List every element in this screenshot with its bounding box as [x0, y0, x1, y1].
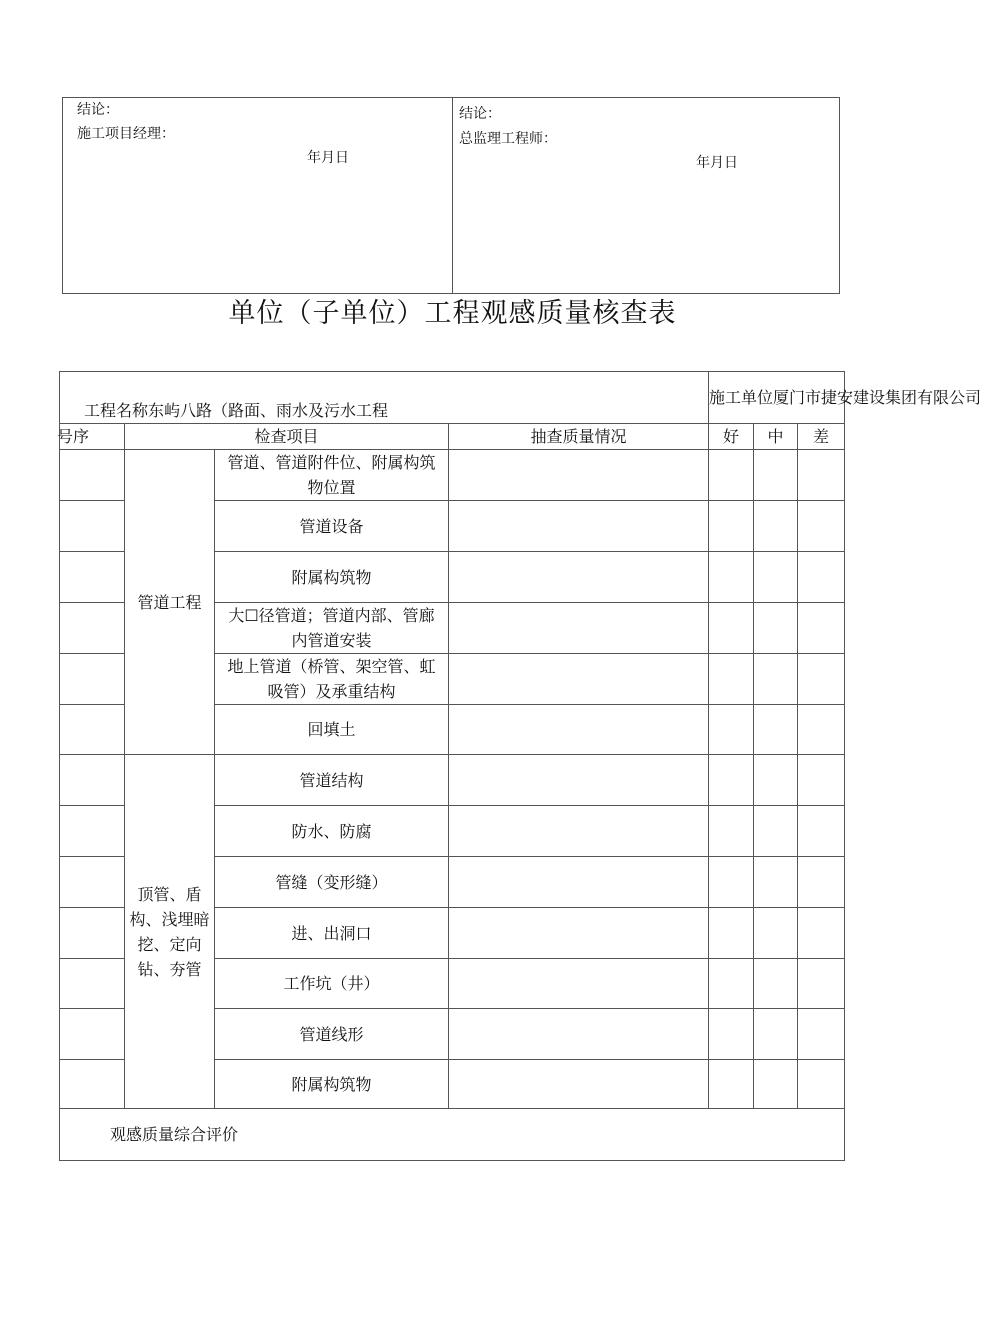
check-item: 附属构筑物: [215, 1060, 449, 1109]
poor-cell: [798, 806, 845, 857]
table-row: [60, 450, 845, 501]
medium-cell: [754, 501, 798, 552]
seq-cell: [60, 1009, 125, 1060]
poor-cell: [798, 603, 845, 654]
left-conclusion-label: 结论：: [77, 102, 119, 118]
seq-cell: [60, 857, 125, 908]
seq-cell: [60, 806, 125, 857]
good-cell: [709, 908, 754, 959]
sampling-cell: [449, 1060, 709, 1109]
poor-cell: [798, 1009, 845, 1060]
inspection-table: [57, 371, 981, 1161]
right-date-label: 年月日: [696, 155, 738, 171]
seq-cell: [60, 501, 125, 552]
poor-cell: [798, 552, 845, 603]
poor-cell: [798, 654, 845, 705]
category-trenchless: 顶管、盾构、浅埋暗挖、定向钻、夯管: [125, 755, 215, 1109]
sampling-cell: [449, 1009, 709, 1060]
good-cell: [709, 1060, 754, 1109]
check-item: 附属构筑物: [215, 552, 449, 603]
medium-cell: [754, 806, 798, 857]
sampling-cell: [449, 603, 709, 654]
check-item: 进、出洞口: [215, 908, 449, 959]
good-cell: [709, 654, 754, 705]
good-cell: [709, 755, 754, 806]
seq-cell: [60, 1060, 125, 1109]
check-item: 大☐径管道；管道内部、管廊内管道安装: [215, 603, 449, 654]
sampling-cell: [449, 705, 709, 755]
seq-cell: [60, 450, 125, 501]
poor-cell: [798, 705, 845, 755]
good-cell: [709, 501, 754, 552]
medium-cell: [754, 1009, 798, 1060]
seq-cell: [60, 603, 125, 654]
medium-cell: [754, 450, 798, 501]
medium-cell: [754, 755, 798, 806]
check-item: 地上管道（桥管、架空管、虹吸管）及承重结构: [215, 654, 449, 705]
medium-cell: [754, 1060, 798, 1109]
sampling-cell: [449, 908, 709, 959]
good-header: 好: [709, 424, 754, 450]
good-cell: [709, 1009, 754, 1060]
sampling-cell: [449, 552, 709, 603]
seq-header-label: 号序: [57, 427, 90, 446]
medium-cell: [754, 603, 798, 654]
table-row: [60, 755, 845, 806]
medium-cell: [754, 857, 798, 908]
construction-company: 施工单位厦门市捷安建设集团有限公司: [709, 372, 845, 424]
poor-cell: [798, 908, 845, 959]
check-item: 管缝（变形缝）: [215, 857, 449, 908]
medium-header: 中: [754, 424, 798, 450]
check-item: 管道结构: [215, 755, 449, 806]
sampling-cell: [449, 654, 709, 705]
poor-cell: [798, 450, 845, 501]
page-title: 单位（子单位）工程观感质量核查表: [228, 298, 677, 329]
medium-cell: [754, 959, 798, 1009]
sampling-cell: [449, 450, 709, 501]
poor-cell: [798, 857, 845, 908]
poor-cell: [798, 501, 845, 552]
right-signer-label: 总监理工程师：: [459, 131, 557, 147]
check-item: 管道线形: [215, 1009, 449, 1060]
check-item: 回填土: [215, 705, 449, 755]
good-cell: [709, 450, 754, 501]
category-pipeline: 管道工程: [125, 450, 215, 755]
sampling-cell: [449, 857, 709, 908]
good-cell: [709, 603, 754, 654]
poor-header: 差: [798, 424, 845, 450]
medium-cell: [754, 552, 798, 603]
check-item: 管道设备: [215, 501, 449, 552]
right-conclusion-label: 结论：: [459, 106, 501, 122]
sampling-cell: [449, 806, 709, 857]
seq-header: [57, 424, 125, 450]
poor-cell: [798, 959, 845, 1009]
check-item: 管道、管道附件位、附属构筑物位置: [215, 450, 449, 501]
seq-cell: [60, 755, 125, 806]
medium-cell: [754, 908, 798, 959]
seq-cell: [60, 552, 125, 603]
seq-cell: [60, 908, 125, 959]
sampling-cell: [449, 501, 709, 552]
signature-box: [62, 97, 840, 294]
good-cell: [709, 857, 754, 908]
poor-cell: [798, 755, 845, 806]
check-item-header: 检查项目: [125, 424, 449, 450]
left-date-label: 年月日: [307, 150, 349, 166]
medium-cell: [754, 654, 798, 705]
good-cell: [709, 552, 754, 603]
good-cell: [709, 705, 754, 755]
seq-cell: [60, 959, 125, 1009]
overall-evaluation: 观感质量综合评价: [60, 1109, 845, 1161]
project-name: 工程名称东屿八路（路面、雨水及污水工程: [60, 372, 709, 424]
left-signer-label: 施工项目经理：: [77, 126, 175, 142]
sampling-header: 抽查质量情况: [449, 424, 709, 450]
medium-cell: [754, 705, 798, 755]
sampling-cell: [449, 755, 709, 806]
check-item: 工作坑（井）: [215, 959, 449, 1009]
seq-cell: [60, 705, 125, 755]
signature-divider: [452, 98, 453, 293]
check-item: 防水、防腐: [215, 806, 449, 857]
poor-cell: [798, 1060, 845, 1109]
seq-cell: [60, 654, 125, 705]
good-cell: [709, 959, 754, 1009]
sampling-cell: [449, 959, 709, 1009]
good-cell: [709, 806, 754, 857]
